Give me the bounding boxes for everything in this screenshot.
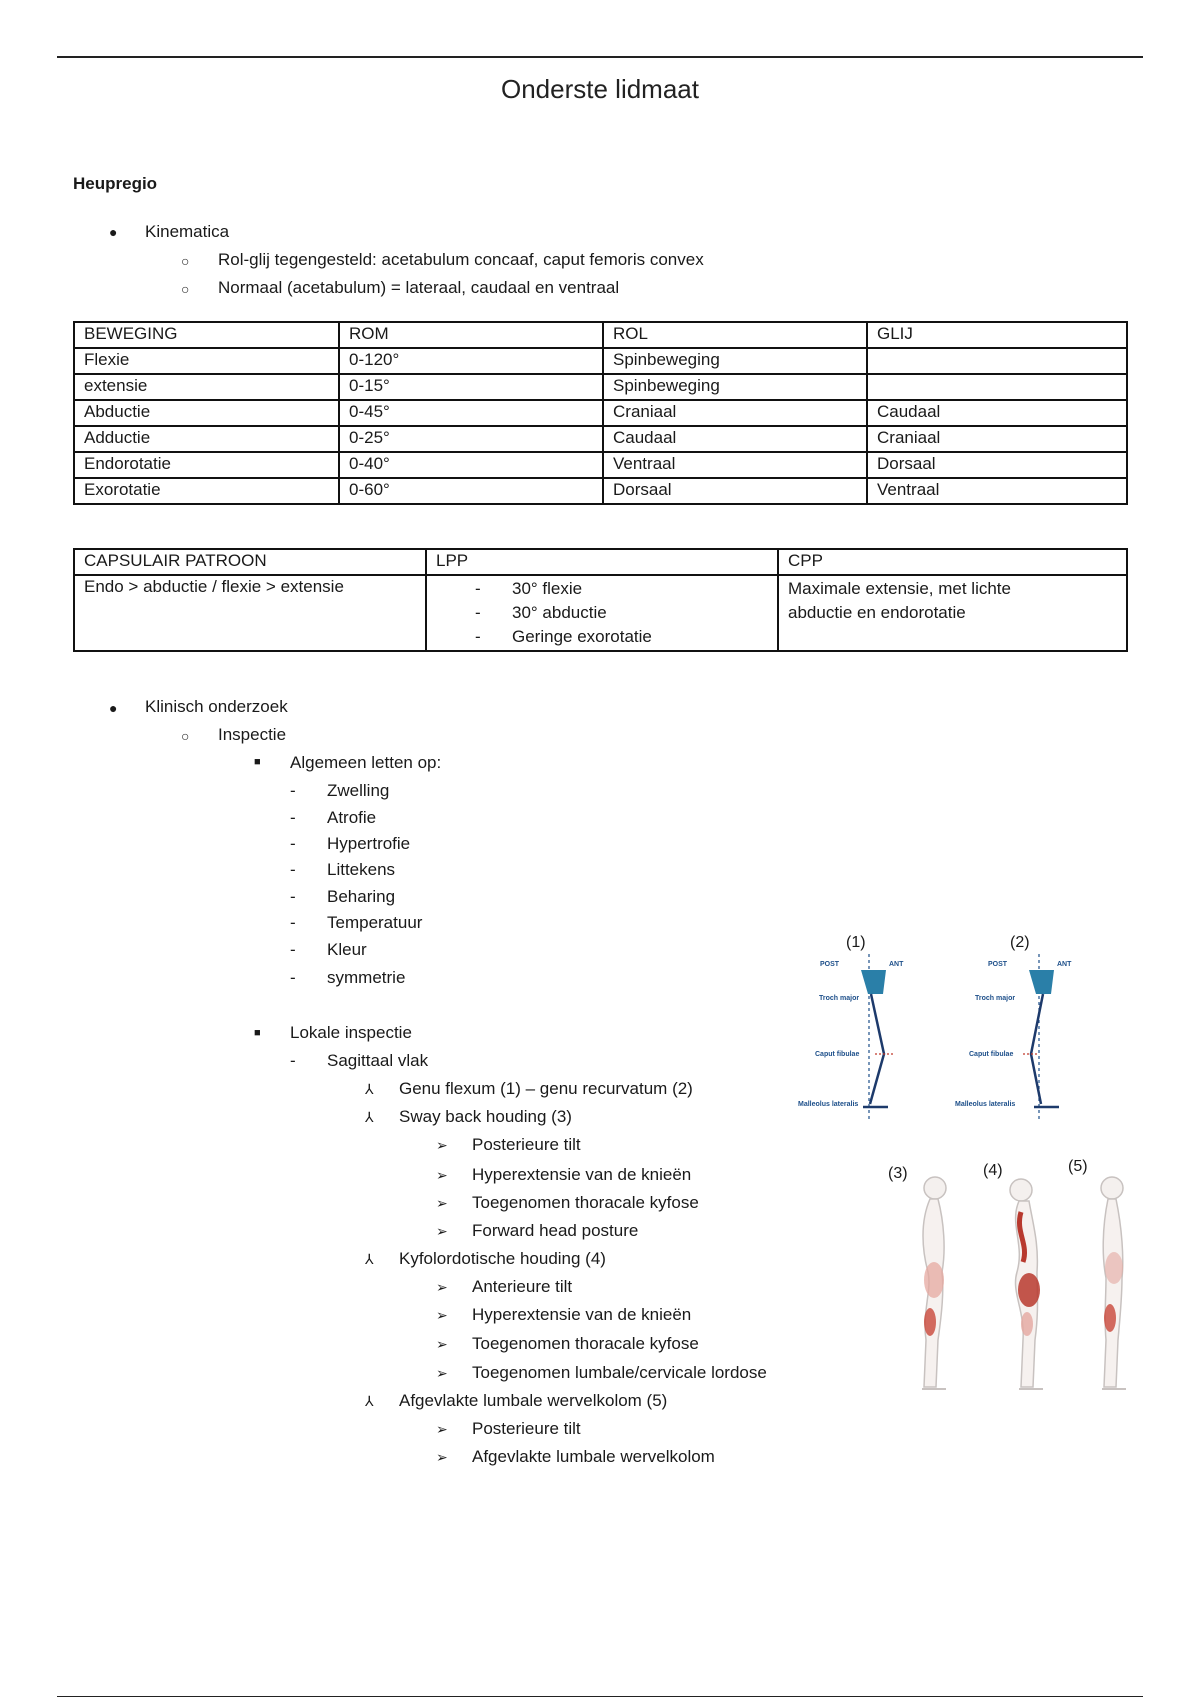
group-item: Anterieure tilt — [472, 1277, 573, 1296]
table-cell: 0-40° — [339, 452, 603, 478]
thigh-muscles — [1021, 1312, 1033, 1336]
rom-table — [73, 321, 1128, 505]
bullet-dot: ● — [109, 700, 118, 716]
post-label: POST — [988, 961, 1008, 968]
table-row — [74, 426, 1127, 452]
hamstring-muscles — [1104, 1304, 1116, 1332]
dash: - — [290, 834, 296, 853]
kinematica-item: Rol-glij tegengesteld: acetabulum concaaf, caput femoris convex — [218, 250, 704, 269]
table-cell: 0-120° — [339, 348, 603, 374]
table-cell: Caudaal — [603, 426, 867, 452]
table-cell: 0-15° — [339, 374, 603, 400]
table-header: CPP — [778, 549, 1127, 575]
bullet-circle: ○ — [181, 253, 190, 269]
genu-flexum-figure — [795, 952, 920, 1127]
bullet-arrow: ➢ — [436, 1307, 448, 1323]
table-header: CAPSULAIR PATROON — [74, 549, 426, 575]
troch-label: Troch major — [975, 995, 1016, 1002]
table-header-row — [74, 549, 1127, 575]
group-item: Afgevlakte lumbale wervelkolom — [472, 1447, 715, 1466]
group-item: Posterieure tilt — [472, 1419, 581, 1438]
figure-caption: (2) — [1010, 934, 1030, 951]
figure-caption: (5) — [1068, 1158, 1088, 1175]
dash: - — [290, 860, 296, 879]
table-cell: 0-60° — [339, 478, 603, 504]
sway-back-figure — [902, 1172, 962, 1402]
group-item: Toegenomen lumbale/cervicale lordose — [472, 1363, 767, 1382]
algemeen-item: Beharing — [327, 887, 396, 906]
table-cell: Exorotatie — [74, 478, 339, 504]
bullet-arrow: ➢ — [436, 1137, 448, 1153]
lokaal-label: Lokale inspectie — [290, 1023, 412, 1042]
table-cell: Spinbeweging — [603, 374, 867, 400]
table-cell: Caudaal — [867, 400, 1127, 426]
table-row — [74, 575, 1127, 651]
cpp-line: Maximale extensie, met lichte — [788, 579, 1011, 598]
table-cell: extensie — [74, 374, 339, 400]
table-row — [74, 348, 1127, 374]
algemeen-item: Temperatuur — [327, 913, 423, 932]
bullet-arrow: ➢ — [436, 1449, 448, 1465]
hamstring-muscles — [924, 1308, 936, 1336]
group-item: Hyperextensie van de knieën — [472, 1165, 692, 1184]
table-cell — [867, 348, 1127, 374]
abdominal-muscles — [924, 1262, 944, 1298]
post-label: POST — [820, 961, 840, 968]
figure-caption: (1) — [846, 934, 866, 951]
table-header-row — [74, 322, 1127, 348]
table-cell: Spinbeweging — [603, 348, 867, 374]
bullet-arrow: ➢ — [436, 1336, 448, 1352]
table-header: GLIJ — [867, 322, 1127, 348]
cpp-line: abductie en endorotatie — [788, 603, 966, 622]
page-title: Onderste lidmaat — [501, 74, 699, 104]
bullet-dot: ● — [109, 224, 118, 240]
abdominal-muscles — [1105, 1252, 1123, 1284]
bullet-arrow: ➢ — [436, 1167, 448, 1183]
table-row — [74, 374, 1127, 400]
bullet-circle: ○ — [181, 728, 190, 744]
table-cell: Craniaal — [867, 426, 1127, 452]
table-cell: 0-25° — [339, 426, 603, 452]
table-cell: Endorotatie — [74, 452, 339, 478]
algemeen-item: Zwelling — [327, 781, 390, 800]
group-item: Posterieure tilt — [472, 1135, 581, 1154]
table-cell: Dorsaal — [603, 478, 867, 504]
inspectie-label: Inspectie — [218, 725, 287, 744]
dash: - — [290, 808, 296, 827]
top-rule — [57, 56, 1143, 58]
kyfolordotic-figure — [995, 1172, 1055, 1402]
malleolus-label: Malleolus lateralis — [798, 1101, 859, 1108]
lpp-item: - Geringe exorotatie — [427, 625, 768, 649]
bullet-arrowhead: ⅄ — [365, 1251, 374, 1267]
pelvis-shape — [1029, 970, 1054, 994]
leg-line — [1031, 994, 1043, 1104]
bullet-square: ■ — [254, 756, 261, 768]
leg-line — [870, 994, 884, 1104]
caput-label: Caput fibulae — [815, 1051, 860, 1058]
figure-caption: (4) — [983, 1162, 1003, 1179]
bullet-arrowhead: ⅄ — [365, 1393, 374, 1409]
bullet-arrow: ➢ — [436, 1279, 448, 1295]
malleolus-label: Malleolus lateralis — [955, 1101, 1016, 1108]
table-cell: Abductie — [74, 400, 339, 426]
kinematica-label: Kinematica — [145, 222, 230, 241]
bullet-arrow: ➢ — [436, 1365, 448, 1381]
ant-label: ANT — [889, 961, 904, 968]
algemeen-label: Algemeen letten op: — [290, 753, 442, 772]
table-header: BEWEGING — [74, 322, 339, 348]
table-row — [74, 400, 1127, 426]
dash: - — [290, 913, 296, 932]
figure-caption: (3) — [888, 1165, 908, 1182]
table-cell: Adductie — [74, 426, 339, 452]
caput-label: Caput fibulae — [969, 1051, 1014, 1058]
lpp-cell — [426, 575, 778, 651]
head-shape — [1101, 1177, 1123, 1199]
bullet-arrowhead: ⅄ — [365, 1109, 374, 1125]
bullet-arrow: ➢ — [436, 1223, 448, 1239]
group-item: Hyperextensie van de knieën — [472, 1305, 692, 1324]
dash: - — [290, 887, 296, 906]
capsular-table — [73, 548, 1128, 652]
table-cell: Flexie — [74, 348, 339, 374]
table-row — [74, 452, 1127, 478]
group-item: Toegenomen thoracale kyfose — [472, 1334, 699, 1353]
dash: - — [290, 781, 296, 800]
section-heading: Heupregio — [73, 174, 158, 193]
table-cell: Dorsaal — [867, 452, 1127, 478]
lpp-item: - 30° flexie — [427, 577, 768, 601]
bullet-arrow: ➢ — [436, 1195, 448, 1211]
group-item: Toegenomen thoracale kyfose — [472, 1193, 699, 1212]
pelvis-shape — [861, 970, 886, 994]
algemeen-item: Hypertrofie — [327, 834, 411, 853]
table-cell: Craniaal — [603, 400, 867, 426]
algemeen-item: Atrofie — [327, 808, 377, 827]
group-item: Forward head posture — [472, 1221, 639, 1240]
table-header: ROL — [603, 322, 867, 348]
table-cell — [867, 374, 1127, 400]
table-cell: Ventraal — [867, 478, 1127, 504]
body-shape — [1103, 1199, 1123, 1387]
bottom-rule — [57, 1696, 1143, 1697]
group-label: Kyfolordotische houding (4) — [399, 1249, 606, 1268]
flat-back-figure — [1080, 1168, 1140, 1402]
table-cell: 0-45° — [339, 400, 603, 426]
table-row — [74, 478, 1127, 504]
group-label: Sway back houding (3) — [399, 1107, 572, 1126]
dash: - — [290, 940, 296, 959]
algemeen-item: symmetrie — [327, 968, 406, 987]
table-header: LPP — [426, 549, 778, 575]
bullet-circle: ○ — [181, 281, 190, 297]
head-shape — [924, 1177, 946, 1199]
bullet-square: ■ — [254, 1027, 261, 1039]
dash: - — [290, 968, 296, 987]
kinematica-item: Normaal (acetabulum) = lateraal, caudaal en ventraal — [218, 278, 620, 297]
genu-recurvatum-figure — [955, 952, 1080, 1127]
ant-label: ANT — [1057, 961, 1072, 968]
group-label: Afgevlakte lumbale wervelkolom (5) — [399, 1391, 668, 1410]
bullet-arrow: ➢ — [436, 1421, 448, 1437]
head-shape — [1010, 1179, 1032, 1201]
table-cell: Ventraal — [603, 452, 867, 478]
table-header: ROM — [339, 322, 603, 348]
algemeen-item: Littekens — [327, 860, 396, 879]
cpp-cell — [778, 575, 1127, 651]
hip-flexor-muscles — [1018, 1273, 1040, 1307]
capsulair-cell: Endo > abductie / flexie > extensie — [74, 575, 426, 651]
klinisch-label: Klinisch onderzoek — [145, 697, 288, 716]
dash: - — [290, 1051, 296, 1070]
bullet-arrowhead: ⅄ — [365, 1081, 374, 1097]
troch-label: Troch major — [819, 995, 860, 1002]
vlak-label: Sagittaal vlak — [327, 1051, 429, 1070]
algemeen-item: Kleur — [327, 940, 367, 959]
lpp-item: - 30° abductie — [427, 601, 768, 625]
group-label: Genu flexum (1) – genu recurvatum (2) — [399, 1079, 693, 1098]
